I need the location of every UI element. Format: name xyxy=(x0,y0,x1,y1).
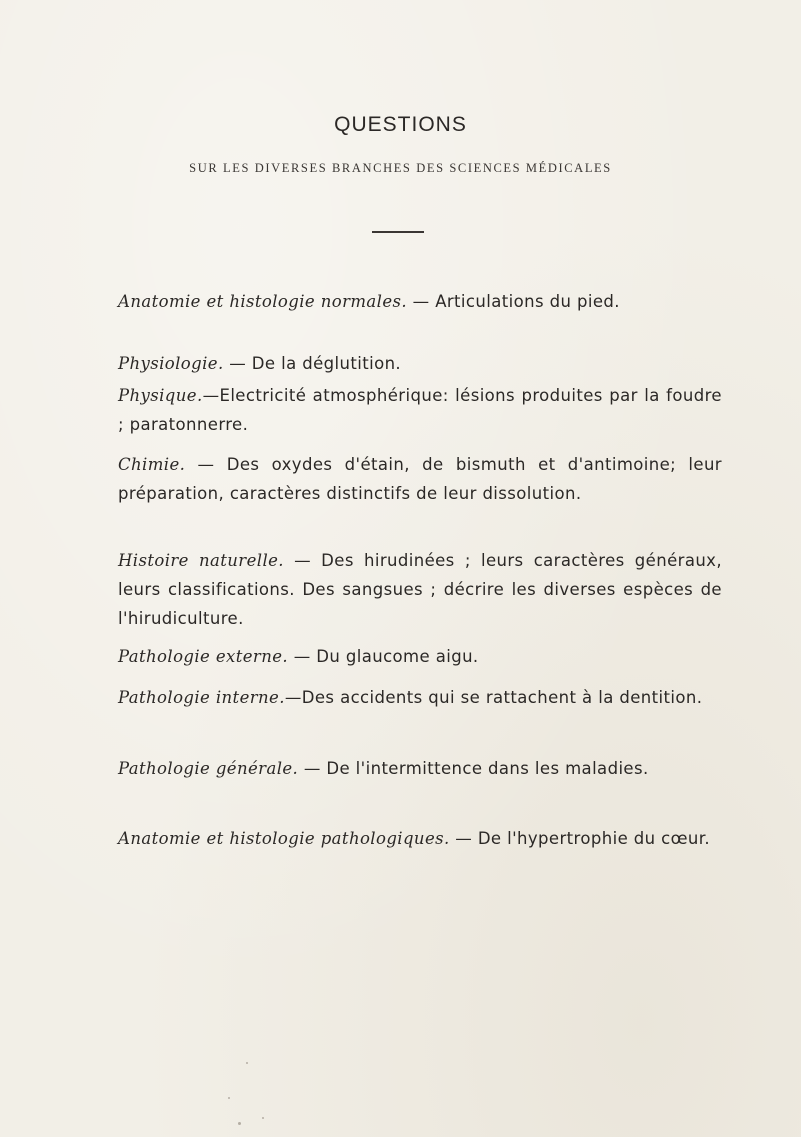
question-pathologie-generale xyxy=(82,754,722,783)
question-text: — Des oxydes d'étain, de bismuth et d'antimoine; leur préparation, caractères distinctifs de leur dissolution. xyxy=(118,455,722,503)
question-anatomie-pathologique xyxy=(82,824,722,853)
paper-speck xyxy=(228,1097,230,1099)
question-text: — Du glaucome aigu. xyxy=(288,647,479,666)
question-subject: Chimie. xyxy=(118,455,186,474)
question-subject: Pathologie externe. xyxy=(118,647,289,666)
question-subject: Pathologie générale. xyxy=(118,759,299,778)
question-physiologie xyxy=(82,349,722,378)
question-subject: Anatomie et histologie pathologiques. xyxy=(118,829,450,848)
question-anatomie xyxy=(82,287,722,316)
question-text: — De l'intermittence dans les maladies. xyxy=(298,759,649,778)
page-title: QUESTIONS xyxy=(334,113,467,136)
paper-speck xyxy=(262,1117,264,1119)
question-text: — Articulations du pied. xyxy=(407,292,620,311)
question-text: —Electricité atmosphérique: lésions produites par la foudre ; paratonnerre. xyxy=(118,386,722,434)
divider-rule xyxy=(372,231,424,233)
question-physique xyxy=(82,381,722,439)
question-pathologie-externe xyxy=(82,642,722,671)
paper-speck xyxy=(246,1062,248,1064)
question-text: —Des accidents qui se rattachent à la dentition. xyxy=(284,688,703,707)
paper-speck xyxy=(238,1122,241,1125)
page-subtitle: SUR LES DIVERSES BRANCHES DES SCIENCES MÉDICALES xyxy=(189,161,612,175)
question-subject: Pathologie interne. xyxy=(118,688,285,707)
question-subject: Physiologie. xyxy=(118,354,224,373)
question-subject: Histoire naturelle. xyxy=(118,551,284,570)
question-chimie xyxy=(82,450,722,508)
question-subject: Anatomie et histologie normales. xyxy=(118,292,407,311)
question-pathologie-interne xyxy=(82,683,722,712)
question-subject: Physique. xyxy=(118,386,203,405)
question-text: — De l'hypertrophie du cœur. xyxy=(449,829,711,848)
question-text: — Des hirudinées ; leurs caractères généraux, leurs classifications. Des sangsues ; décrire les diverses espèces de l'hirudiculture. xyxy=(118,551,722,628)
question-histoire-naturelle xyxy=(82,546,722,633)
question-text: — De la déglutition. xyxy=(223,354,402,373)
